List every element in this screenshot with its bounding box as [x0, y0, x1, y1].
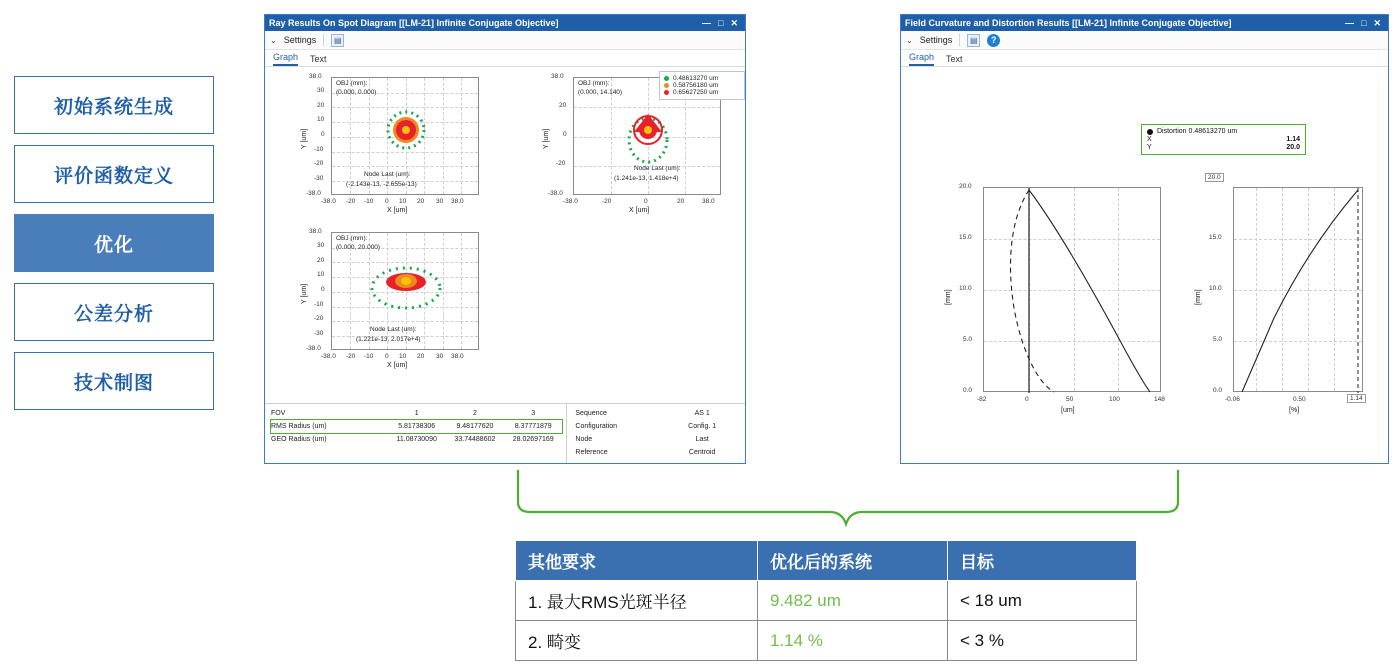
- settings-button[interactable]: Settings: [283, 35, 317, 45]
- distortion-tooltip: [1141, 124, 1306, 155]
- x-tick: 38.0: [451, 198, 464, 205]
- info-row: [575, 433, 739, 446]
- sidebar-item-optimization[interactable]: [14, 214, 214, 272]
- x-tick: -82: [977, 396, 987, 403]
- legend-color-swatch: [664, 76, 669, 81]
- goal-cell: < 3 %: [948, 621, 1137, 661]
- x-tick: -10: [364, 198, 374, 205]
- cell-value: 11.08730090: [396, 436, 437, 443]
- table-row: [516, 581, 1137, 621]
- cell-value: 33.74488602: [454, 436, 496, 443]
- tooltip-key: X: [1147, 136, 1152, 143]
- x-tick: 0: [385, 353, 389, 360]
- x-tick: -10: [364, 353, 374, 360]
- x-axis-label: X [um]: [387, 362, 408, 369]
- legend-item: [664, 75, 740, 82]
- y-tick: 15.0: [1209, 234, 1222, 241]
- help-icon[interactable]: ?: [987, 34, 1000, 47]
- spot-info-table: [567, 404, 745, 463]
- rms-geo-table: [265, 404, 567, 463]
- y-tick: 0: [321, 286, 325, 293]
- obj-label: OBJ (mm):: [336, 80, 368, 87]
- row-label: GEO Radius (um): [271, 436, 327, 443]
- requirement-cell: 1. 最大RMS光斑半径: [516, 581, 758, 621]
- x-axis-label: [%]: [1289, 407, 1300, 414]
- y-tick: 38.0: [309, 73, 322, 80]
- window-titlebar: [265, 15, 745, 31]
- info-row: [575, 420, 739, 433]
- x-tick: 10: [399, 198, 407, 205]
- x-tick: -20: [346, 198, 356, 205]
- legend-item: [664, 89, 740, 96]
- info-key: Node: [575, 436, 593, 443]
- info-key: Sequence: [575, 410, 607, 417]
- y-axis-label: Y [um]: [301, 128, 308, 149]
- bullet-icon: [1147, 129, 1153, 135]
- settings-button[interactable]: Settings: [919, 35, 953, 45]
- x-tick: 10: [399, 353, 407, 360]
- y-tick: 30: [317, 87, 325, 94]
- spot-results-tables: [265, 403, 745, 463]
- legend-color-swatch: [664, 90, 669, 95]
- y-tick: 38.0: [551, 73, 564, 80]
- plot-axes: [331, 77, 479, 195]
- x-tick: 20: [677, 198, 685, 205]
- info-value: Last: [695, 436, 709, 443]
- plot-axes: [983, 187, 1161, 392]
- requirement-cell: 2. 畸变: [516, 621, 758, 661]
- toolbar-divider: [323, 34, 324, 46]
- obj-value: (0.000, 20.000): [336, 244, 381, 251]
- x-tick: -38.0: [563, 198, 578, 205]
- x-tick: 0.50: [1293, 396, 1306, 403]
- plot-axes: [1233, 187, 1363, 392]
- sidebar-item-tolerance-analysis[interactable]: [14, 283, 214, 341]
- y-tick: -38.0: [306, 345, 321, 352]
- y-axis-label: Y [um]: [301, 283, 308, 304]
- result-cell: 9.482 um: [758, 581, 948, 621]
- y-tick: 5.0: [1213, 336, 1223, 343]
- info-value: AS 1: [694, 410, 710, 417]
- x-tick: -20: [602, 198, 612, 205]
- table-header-row: [516, 541, 1137, 581]
- node-value: (1.221e-13, 2.017e+4): [356, 336, 421, 343]
- x-tick: 0: [1025, 396, 1029, 403]
- maximize-icon[interactable]: □: [718, 17, 724, 28]
- tooltip-key: Y: [1147, 144, 1152, 151]
- tooltip-title: Distortion 0.48613270 um: [1157, 128, 1238, 135]
- sidebar-item-technical-drawing[interactable]: [14, 352, 214, 410]
- minimize-icon[interactable]: —: [702, 17, 712, 28]
- distortion-curve: [1234, 188, 1364, 393]
- goal-cell: < 18 um: [948, 581, 1137, 621]
- column-header-requirement: 其他要求: [516, 541, 758, 581]
- node-label: Node Last (um):: [634, 165, 681, 172]
- node-label: Node Last (um):: [370, 326, 417, 333]
- table-icon[interactable]: ▤: [967, 34, 980, 47]
- close-icon[interactable]: ✕: [1373, 17, 1381, 28]
- requirements-table: [515, 540, 1137, 661]
- x-tick: 20: [417, 353, 425, 360]
- y-tick: -20: [556, 160, 566, 167]
- wavelength-legend: [659, 71, 745, 100]
- distortion-plot: [1181, 174, 1381, 447]
- y-tick: 10.0: [1209, 285, 1222, 292]
- x-tick: 38.0: [451, 353, 464, 360]
- cell-value: 8.37771879: [514, 423, 552, 430]
- x-axis-label: X [um]: [387, 207, 408, 214]
- workflow-stage-list: [14, 76, 214, 421]
- info-row: [575, 446, 739, 459]
- window-toolbar: [265, 31, 745, 50]
- window-tabs: [901, 50, 1388, 67]
- cell-value: 9.48177620: [456, 423, 494, 430]
- chevron-down-icon[interactable]: ⌄: [270, 35, 277, 45]
- info-value: Centroid: [688, 449, 716, 456]
- legend-label: 0.58756180 um: [673, 82, 719, 89]
- y-tick: 20: [317, 257, 325, 264]
- info-row: [575, 407, 739, 420]
- y-tick: 38.0: [309, 228, 322, 235]
- legend-label: 0.65627250 um: [673, 89, 719, 96]
- field-curvature-window: [900, 14, 1389, 464]
- chevron-down-icon[interactable]: ⌄: [906, 35, 913, 45]
- close-icon[interactable]: ✕: [730, 17, 738, 28]
- sidebar-item-initial-system[interactable]: [14, 76, 214, 134]
- stage-label: 优化: [93, 234, 134, 256]
- table-icon[interactable]: ▤: [331, 34, 344, 47]
- x-tick: 30: [436, 353, 444, 360]
- summary-brace: [510, 468, 1190, 530]
- column-header-goal: 目标: [948, 541, 1137, 581]
- obj-label: OBJ (mm):: [578, 80, 610, 87]
- table-row: [271, 433, 562, 446]
- minimize-icon[interactable]: —: [1345, 17, 1355, 28]
- y-tick: 0.0: [1213, 387, 1223, 394]
- x-tick: -0.06: [1225, 396, 1240, 403]
- column-header: 1: [414, 410, 419, 417]
- spot-panel-field-3: [265, 222, 505, 377]
- x-tick: 0: [385, 198, 389, 205]
- plot-axes: [331, 232, 479, 350]
- y-tick: 10.0: [959, 285, 972, 292]
- column-header: 3: [531, 410, 536, 417]
- maximize-icon[interactable]: □: [1361, 17, 1367, 28]
- tooltip-row: [1147, 136, 1300, 143]
- x-tick: 100: [1109, 396, 1120, 403]
- stage-label: 初始系统生成: [53, 96, 174, 118]
- y-tick: 10: [317, 116, 325, 123]
- window-toolbar: [901, 31, 1388, 50]
- y-tick: 30: [317, 242, 325, 249]
- y-tick: -38.0: [548, 190, 563, 197]
- table-header-row: [271, 407, 562, 420]
- y-tick: -30: [314, 330, 324, 337]
- column-header-result: 优化后的系统: [758, 541, 948, 581]
- window-title: Field Curvature and Distortion Results [[LM-21] Infinite Conjugate Objective]: [905, 18, 1232, 28]
- tab-text[interactable]: Text: [946, 54, 963, 64]
- info-key: Configuration: [575, 423, 618, 430]
- y-axis-label: [mm]: [945, 289, 952, 305]
- y-tick: 5.0: [963, 336, 973, 343]
- node-value: (-2.143e-13, -2.655e-13): [346, 181, 417, 188]
- stage-label: 评价函数定义: [53, 165, 174, 187]
- y-axis-label: Y [um]: [543, 128, 550, 149]
- x-tick: 50: [1066, 396, 1074, 403]
- x-tick: 20: [417, 198, 425, 205]
- toolbar-divider: [959, 34, 960, 46]
- x-axis-label: [um]: [1061, 407, 1075, 414]
- row-label: RMS Radius (um): [271, 423, 327, 430]
- y-axis-marker: 20.0: [1205, 173, 1224, 182]
- window-titlebar: [901, 15, 1388, 31]
- x-axis-marker: 1.14: [1347, 394, 1366, 403]
- field-curvature-curves: [984, 188, 1162, 393]
- stage-label: 技术制图: [73, 372, 154, 394]
- tooltip-value: 20.0: [1286, 144, 1300, 151]
- y-tick: -10: [314, 146, 324, 153]
- x-axis-label: X [um]: [629, 207, 650, 214]
- y-tick: 20.0: [959, 183, 972, 190]
- y-tick: 0.0: [963, 387, 973, 394]
- window-title: Ray Results On Spot Diagram [[LM-21] Infinite Conjugate Objective]: [269, 18, 559, 28]
- spot-diagram-window: [264, 14, 746, 464]
- x-tick: 148: [1154, 396, 1165, 403]
- y-tick: -10: [314, 301, 324, 308]
- y-tick: 0: [321, 131, 325, 138]
- info-value: Config. 1: [688, 423, 717, 430]
- legend-color-swatch: [664, 83, 669, 88]
- field-curvature-plots: [901, 67, 1388, 463]
- tooltip-row: [1147, 144, 1300, 151]
- y-tick: 20: [317, 102, 325, 109]
- y-tick: 0: [563, 131, 567, 138]
- table-row: [271, 420, 562, 433]
- column-header: FOV: [271, 410, 286, 417]
- legend-label: 0.48613270 um: [673, 75, 719, 82]
- spot-diagram-plots: [265, 67, 745, 378]
- x-tick: 0: [644, 198, 648, 205]
- obj-value: (0.000, 14.140): [578, 89, 623, 96]
- legend-item: [664, 82, 740, 89]
- y-tick: -20: [314, 160, 324, 167]
- node-label: Node Last (um):: [364, 171, 411, 178]
- obj-value: (0.000, 0.000): [336, 89, 377, 96]
- table-row: [516, 621, 1137, 661]
- node-value: (1.241e-13, 1.418e+4): [614, 175, 679, 182]
- tooltip-value: 1.14: [1286, 136, 1300, 143]
- y-tick: -20: [314, 315, 324, 322]
- field-curvature-plot: [921, 183, 1171, 447]
- y-tick: -38.0: [306, 190, 321, 197]
- tooltip-title-row: [1147, 128, 1300, 135]
- sidebar-item-merit-function[interactable]: [14, 145, 214, 203]
- obj-label: OBJ (mm):: [336, 235, 368, 242]
- y-tick: 10: [317, 271, 325, 278]
- y-tick: -30: [314, 175, 324, 182]
- result-cell: 1.14 %: [758, 621, 948, 661]
- x-tick: -38.0: [321, 198, 336, 205]
- info-key: Reference: [575, 449, 608, 456]
- cell-value: 5.81738306: [398, 423, 436, 430]
- x-tick: 30: [436, 198, 444, 205]
- spot-panel-field-2: [507, 67, 747, 222]
- tab-graph[interactable]: Graph: [909, 52, 934, 66]
- x-tick: -20: [346, 353, 356, 360]
- y-axis-label: [mm]: [1195, 289, 1202, 305]
- stage-label: 公差分析: [73, 303, 154, 325]
- y-tick: 20: [559, 102, 567, 109]
- cell-value: 28.02697169: [512, 436, 554, 443]
- x-tick: 38.0: [702, 198, 715, 205]
- x-tick: -38.0: [321, 353, 336, 360]
- spot-panel-field-1: [265, 67, 505, 222]
- tab-graph[interactable]: Graph: [273, 52, 298, 66]
- column-header: 2: [472, 410, 477, 417]
- window-tabs: [265, 50, 745, 67]
- y-tick: 15.0: [959, 234, 972, 241]
- tab-text[interactable]: Text: [310, 54, 327, 64]
